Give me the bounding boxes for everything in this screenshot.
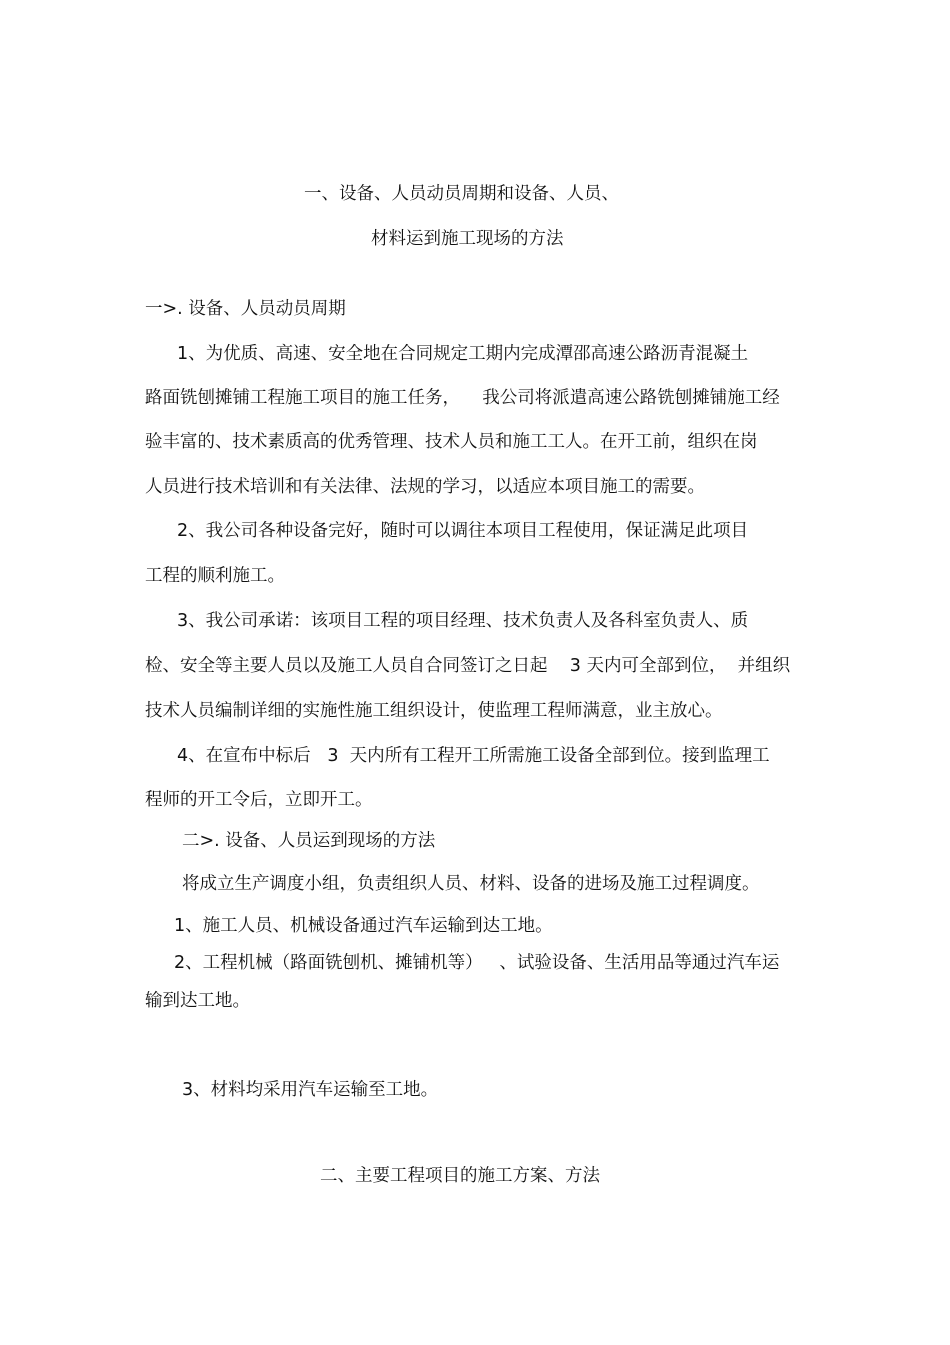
section2-item-2-line-1: 2、工程机械（路面铣刨机、摊铺机等） 、试验设备、生活用品等通过汽车运: [174, 953, 780, 973]
para1-line-4: 人员进行技术培训和有关法律、法规的学习，以适应本项目施工的需要。: [145, 477, 705, 497]
para3-line-1: 3、我公司承诺：该项目工程的项目经理、技术负责人及各科室负责人、质: [177, 611, 749, 631]
section2-heading: 二>. 设备、人员运到现场的方法: [182, 831, 436, 851]
section2-intro: 将成立生产调度小组，负责组织人员、材料、设备的进场及施工过程调度。: [182, 874, 760, 894]
chapter2-title: 二、主要工程项目的施工方案、方法: [320, 1166, 600, 1186]
para4-line-2: 程师的开工令后，立即开工。: [145, 790, 373, 810]
para3-line-3: 技术人员编制详细的实施性施工组织设计，使监理工程师满意，业主放心。: [145, 701, 723, 721]
title-line-1: 一、设备、人员动员周期和设备、人员、: [304, 184, 619, 204]
para3-line-2: 检、安全等主要人员以及施工人员自合同签订之日起 3 天内可全部到位， 并组织: [145, 656, 791, 676]
section1-heading: 一>. 设备、人员动员周期: [145, 299, 346, 319]
para1-line-3: 验丰富的、技术素质高的优秀管理、技术人员和施工工人。在开工前，组织在岗: [145, 432, 758, 452]
para2-line-2: 工程的顺利施工。: [145, 566, 285, 586]
para2-line-1: 2、我公司各种设备完好，随时可以调往本项目工程使用，保证满足此项目: [177, 521, 749, 541]
para1-line-2: 路面铣刨摊铺工程施工项目的施工任务， 我公司将派遣高速公路铣刨摊铺施工经: [145, 388, 780, 408]
title-line-2: 材料运到施工现场的方法: [371, 229, 564, 249]
section2-item-1: 1、施工人员、机械设备通过汽车运输到达工地。: [174, 916, 553, 936]
section2-item-2-line-2: 输到达工地。: [145, 991, 250, 1011]
section2-item-3: 3、材料均采用汽车运输至工地。: [182, 1080, 439, 1100]
para4-line-1: 4、在宣布中标后 3 天内所有工程开工所需施工设备全部到位。接到监理工: [177, 746, 770, 766]
para1-line-1: 1、为优质、高速、安全地在合同规定工期内完成潭邵高速公路沥青混凝土: [177, 344, 749, 364]
